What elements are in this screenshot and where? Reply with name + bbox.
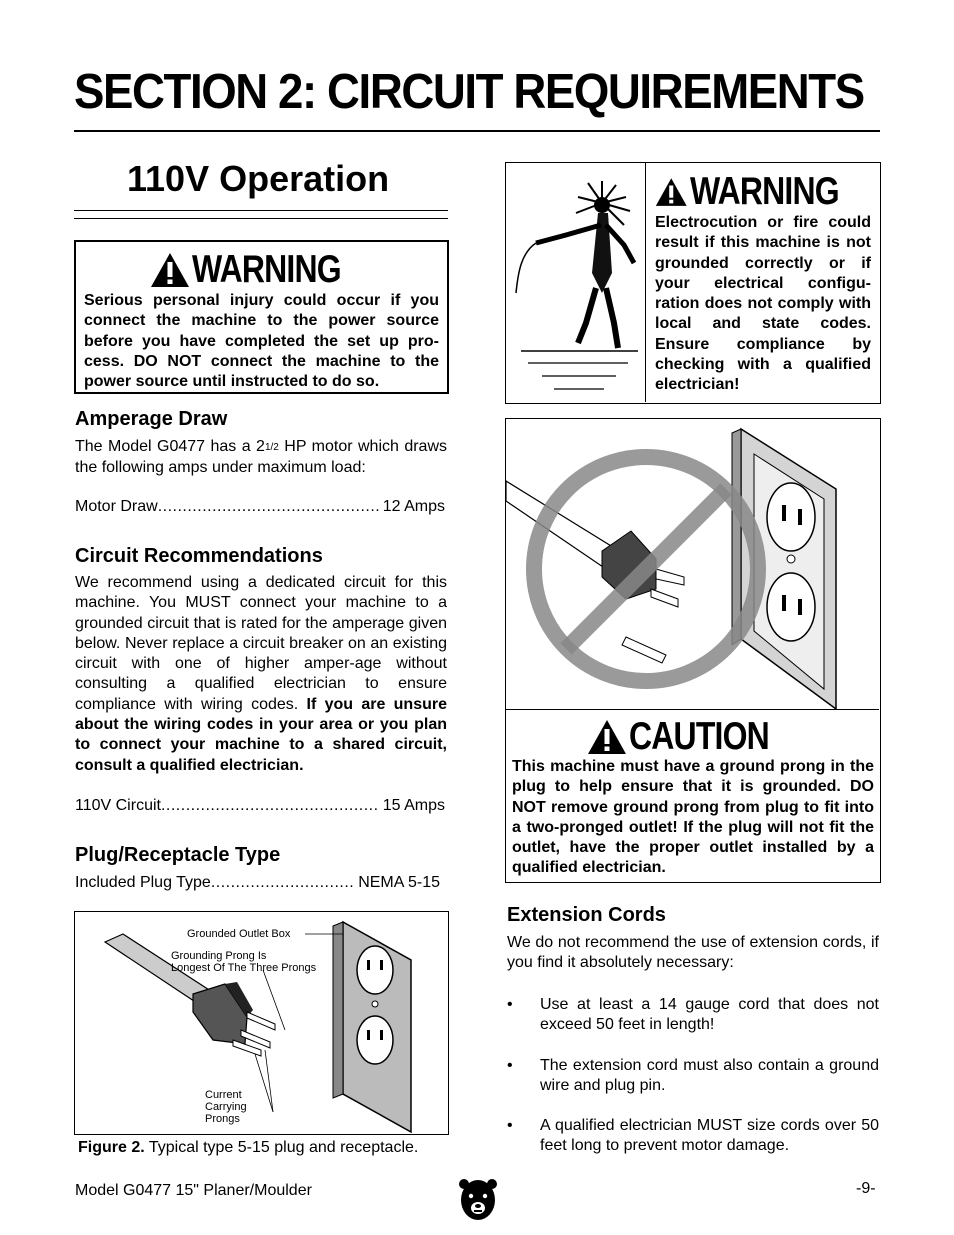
amperage-heading: Amperage Draw xyxy=(75,408,228,430)
right-warning-heading xyxy=(655,169,871,215)
no-ground-removal-illustration xyxy=(506,419,879,709)
warning-heading xyxy=(84,247,439,293)
extension-bullet-3: • A qualified electrician MUST size cords over 50 feet long to prevent motor damage. xyxy=(507,1117,879,1155)
figure-2-box xyxy=(74,911,449,1135)
footer-model: Model G0477 15" Planer/Moulder xyxy=(75,1182,312,1199)
motor-draw-row: Motor Draw ..... 12 Amps xyxy=(75,498,445,516)
label-current-line-3: Prongs xyxy=(205,1113,240,1125)
extension-heading: Extension Cords xyxy=(507,904,666,926)
subsection-rule-bottom xyxy=(74,218,448,219)
circuit-heading: Circuit Recommendations xyxy=(75,545,323,567)
warning-text: Serious personal injury could occur if you connect the machine to the power source before you have completed the set up pro-cess. DO NOT connect the machine to the power source until instructed to do so. xyxy=(84,292,439,391)
figure-2-caption: Figure 2. Typical type 5-15 plug and receptacle. xyxy=(78,1139,419,1156)
warning-heading-text: WARNING xyxy=(191,248,341,291)
caution-box xyxy=(505,418,881,883)
footer-page-number: -9- xyxy=(856,1180,876,1197)
warning-triangle-icon xyxy=(655,174,688,210)
caution-text: This machine must have a ground prong in the plug to help ensure that it is grounded. DO NOT remove ground prong from plug to fit into a two-pronged outlet! If the plug will not fit the outlet, have the proper outlet installed by a qualified electrician. xyxy=(512,758,874,877)
caution-heading-text: CAUTION xyxy=(628,715,769,758)
extension-bullet-1: • Use at least a 14 gauge cord that does not exceed 50 feet in length! xyxy=(507,996,879,1034)
right-warning-text: Electrocution or fire could result if this machine is not grounded correctly or if your electrical configu-ration does not comply with local and state codes. Ensure compliance by checking with a qualified electrician! xyxy=(655,214,871,394)
section-title: SECTION 2: CIRCUIT REQUIREMENTS xyxy=(74,65,864,119)
label-current-line-2: Carrying xyxy=(205,1101,247,1113)
label-current-line-1: Current xyxy=(205,1089,242,1101)
fraction: 1/2 xyxy=(264,442,279,453)
amperage-intro: The Model G0477 has a 21/2 HP motor which draws the following amps under maximum load: xyxy=(75,438,448,477)
plug-receptacle-illustration xyxy=(75,912,447,1133)
subsection-title: 110V Operation xyxy=(127,158,390,199)
electrocution-figure-icon xyxy=(506,163,644,401)
label-grounding-line-1: Grounding Prong Is xyxy=(171,950,267,962)
right-warning-heading-text: WARNING xyxy=(689,170,839,213)
caution-divider xyxy=(506,709,879,710)
label-grounding-line-2: Longest Of The Three Prongs xyxy=(171,962,317,974)
extension-intro: We do not recommend the use of extension cords, if you find it absolutely necessary: xyxy=(507,934,879,972)
warning-divider xyxy=(645,163,646,402)
circuit-row: 110V Circuit ..... 15 Amps xyxy=(75,797,445,815)
plug-row: Included Plug Type ..... NEMA 5-15 xyxy=(75,874,440,892)
caution-triangle-icon xyxy=(587,719,627,755)
title-rule xyxy=(74,130,880,132)
warning-triangle-icon xyxy=(150,252,190,288)
circuit-text: We recommend using a dedicated circuit for this machine. You MUST connect your machine to a grounded circuit that is rated for the amperage given below. Never replace a circuit breaker on an existing circuit with one of higher amper-age without consulting a qualified electrician to ensure compliance with wiring codes. If you are unsure about the wiring codes in your area or you plan to connect your machine to a shared circuit, consult a qualified electrician. xyxy=(75,574,448,774)
extension-bullet-2: • The extension cord must also contain a ground wire and plug pin. xyxy=(507,1057,879,1095)
plug-heading: Plug/Receptacle Type xyxy=(75,844,281,866)
warning-box-left xyxy=(74,240,449,394)
caution-heading xyxy=(512,715,874,759)
label-outlet-box: Grounded Outlet Box xyxy=(187,928,291,940)
warning-box-right xyxy=(505,162,881,404)
grizzly-bear-logo-icon xyxy=(458,1178,498,1222)
subsection-rule-top xyxy=(74,210,448,211)
